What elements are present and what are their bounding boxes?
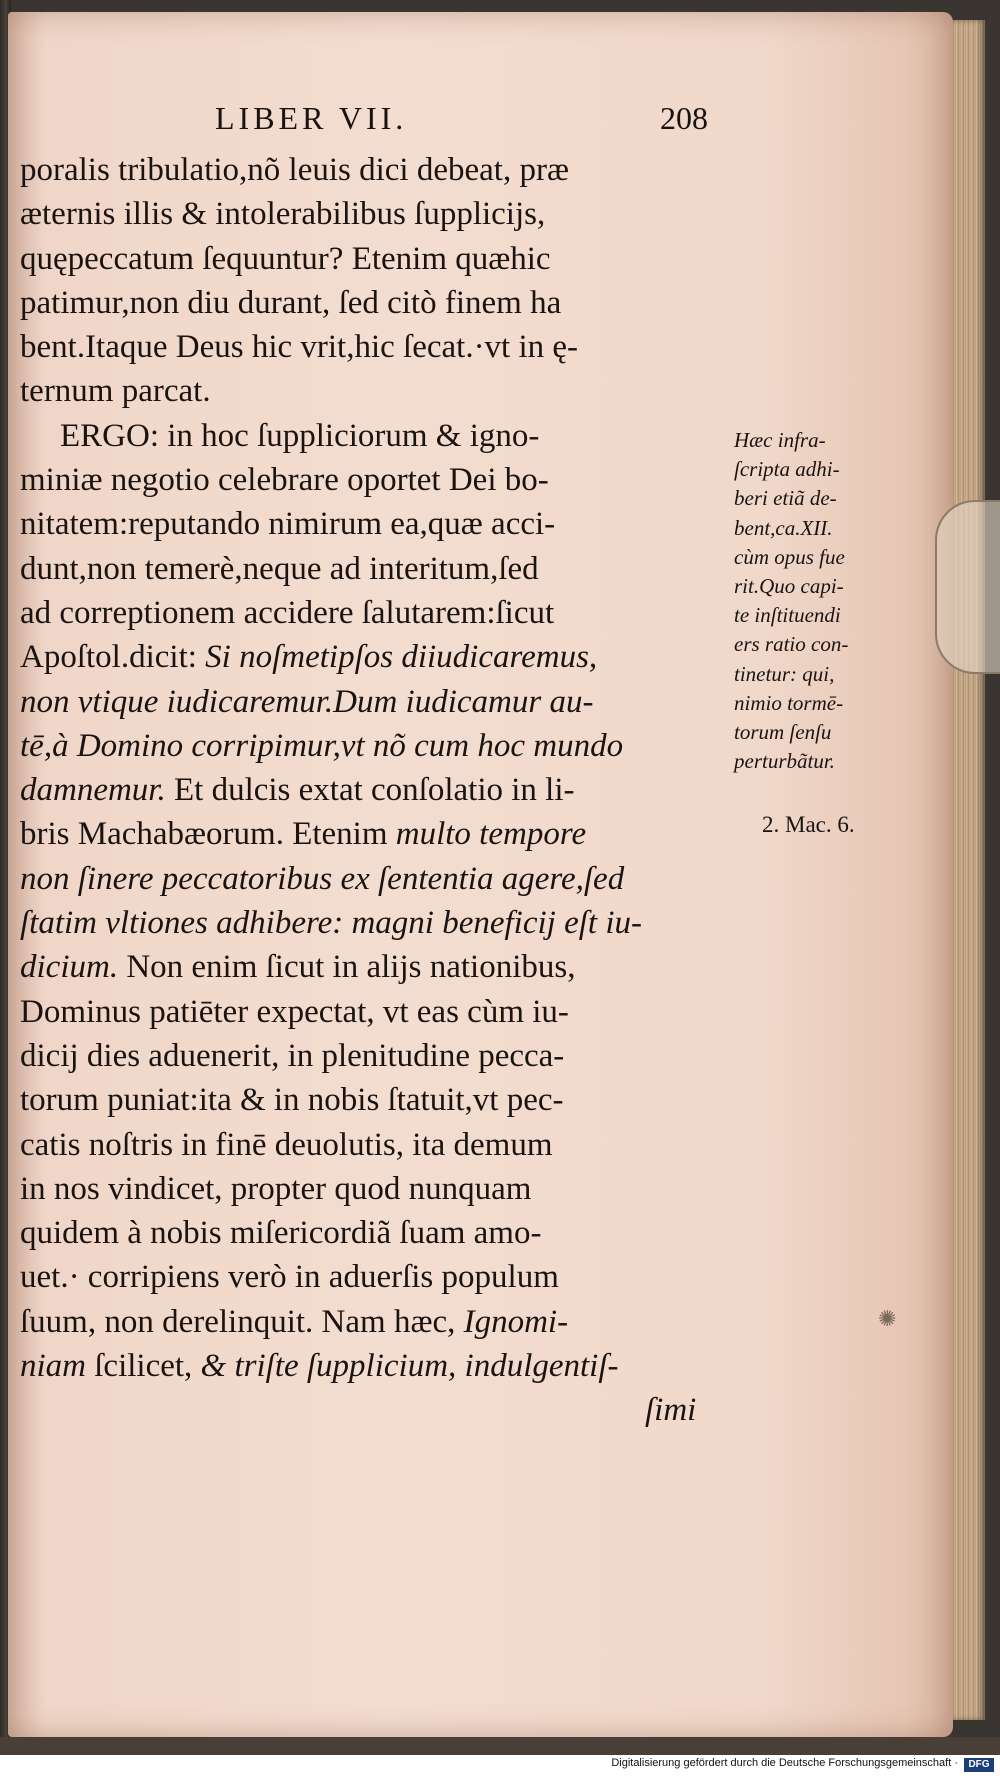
margin-note-line: tinetur: qui, xyxy=(734,661,835,686)
italic-text-segment: ſtatim vltiones adhibere: magni beneficij eſt iu- xyxy=(20,905,642,942)
page-number: 208 xyxy=(660,100,708,136)
margin-note xyxy=(734,426,914,776)
text-segment: nitatem:reputando nimirum ea,quæ acci- xyxy=(20,506,556,543)
dfg-logo: DFG xyxy=(964,1758,994,1772)
margin-note-line: Hæc infra- xyxy=(734,428,826,452)
text-line xyxy=(20,458,725,502)
margin-note-line: te inſtituendi xyxy=(734,603,841,628)
text-line xyxy=(20,1300,725,1344)
text-segment: æternis illis & intolerabilibus ſupplicijs, xyxy=(20,196,546,233)
text-line xyxy=(20,945,725,989)
text-line xyxy=(20,1388,725,1432)
text-segment: Non enim ſicut in alijs nationibus, xyxy=(118,949,576,986)
text-line xyxy=(20,680,725,724)
text-segment: Apoſtol.dicit: xyxy=(20,639,206,676)
text-line xyxy=(20,1344,725,1388)
text-segment: torum puniat:ita & in nobis ſtatuit,vt pec- xyxy=(20,1082,564,1119)
text-segment: poralis tribulatio,nõ leuis dici debeat, præ xyxy=(20,152,569,188)
italic-text-segment: & triſte ſupplicium, indulgentiſ- xyxy=(200,1348,619,1385)
text-segment: ternum parcat. xyxy=(20,373,211,410)
italic-text-segment: niam xyxy=(20,1348,86,1385)
text-line xyxy=(20,857,725,901)
text-line xyxy=(20,1167,725,1211)
margin-note-line: perturbãtur. xyxy=(734,749,835,774)
margin-note-line: ſcripta adhi- xyxy=(734,457,840,482)
text-line xyxy=(20,1078,725,1122)
text-segment: uet.· corripiens verò in aduerſis populum xyxy=(20,1259,559,1296)
text-line xyxy=(20,1034,725,1078)
italic-text-segment: non vtique iudicaremur.Dum iudicamur au- xyxy=(20,683,594,720)
margin-note-line: bent,ca.XII. xyxy=(734,515,833,540)
text-line xyxy=(20,724,725,768)
text-segment: dunt,non temerè,neque ad interitum,ſed xyxy=(20,550,539,587)
text-segment: ERGO: in hoc ſuppliciorum & igno- xyxy=(60,417,540,454)
text-segment: bris Machabæorum. Etenim xyxy=(20,816,396,853)
italic-text-segment: dicium. xyxy=(20,949,119,986)
footer-bar xyxy=(0,1755,1000,1776)
italic-text-segment: ſimi xyxy=(645,1392,697,1429)
text-segment: catis noſtris in finē deuolutis, ita demum xyxy=(20,1126,553,1163)
text-line xyxy=(20,990,725,1034)
text-segment: dicij dies aduenerit, in plenitudine pecca- xyxy=(20,1037,565,1074)
text-segment: in nos vindicet, propter quod nunquam xyxy=(20,1170,532,1207)
text-segment: ſuum, non derelinquit. Nam hæc, xyxy=(20,1303,464,1340)
text-line xyxy=(20,635,725,679)
text-segment: Et dulcis extat conſolatio in li- xyxy=(165,772,575,809)
text-segment: bent.Itaque Deus hic vrit,hic ſecat.·vt in ę- xyxy=(20,329,579,366)
text-line xyxy=(20,768,725,812)
text-line xyxy=(20,192,725,236)
ornament-icon: ✺ xyxy=(878,1306,897,1331)
funding-credit: Digitalisierung gefördert durch die Deutsche Forschungsgemeinschaft · xyxy=(611,1757,958,1769)
text-segment: ad correptionem accidere ſalutarem:ſicut xyxy=(20,594,555,631)
page-header xyxy=(0,100,1000,140)
text-segment: patimur,non diu durant, ſed citò finem ha xyxy=(20,284,562,321)
bookmark-ribbon xyxy=(935,500,1000,674)
margin-note-line: cùm opus fue xyxy=(734,544,845,569)
text-line xyxy=(20,148,725,192)
body-text xyxy=(20,148,725,1433)
text-line xyxy=(20,1255,725,1299)
text-line xyxy=(20,547,725,591)
text-line xyxy=(20,325,725,369)
italic-text-segment: Si noſmetipſos diiudicaremus, xyxy=(205,639,598,676)
italic-text-segment: tē,à Domino corripimur,vt nõ cum hoc mundo xyxy=(20,727,624,764)
text-line xyxy=(20,502,725,546)
margin-note-line: ers ratio con- xyxy=(734,632,849,657)
margin-reference: 2. Mac. 6. xyxy=(762,812,855,837)
text-line xyxy=(20,1123,725,1167)
text-line xyxy=(20,237,725,281)
text-segment: quępeccatum ſequuntur? Etenim quæhic xyxy=(20,240,551,277)
margin-note-line: rit.Quo capi- xyxy=(734,573,844,598)
text-segment: ſcilicet, xyxy=(86,1348,201,1385)
book-bottom-edge xyxy=(0,1737,1000,1755)
text-line xyxy=(20,369,725,413)
text-line xyxy=(20,812,725,856)
text-line xyxy=(20,901,725,945)
text-segment: miniæ negotio celebrare oportet Dei bo- xyxy=(20,462,549,499)
margin-note-line: torum ſenſu xyxy=(734,719,832,744)
italic-text-segment: Ignomi- xyxy=(463,1303,569,1340)
italic-text-segment: non ſinere peccatoribus ex ſententia agere,ſed xyxy=(20,860,625,897)
margin-note-line: nimio tormē- xyxy=(734,690,844,715)
italic-text-segment: multo tempore xyxy=(395,816,587,853)
margin-note-line: beri etiã de- xyxy=(734,486,837,511)
text-line xyxy=(20,281,725,325)
italic-text-segment: damnemur. xyxy=(20,772,166,809)
text-segment: Dominus patiēter expectat, vt eas cùm iu- xyxy=(20,993,569,1030)
text-segment: quidem à nobis miſericordiã ſuam amo- xyxy=(20,1215,542,1252)
running-head: LIBER VII. xyxy=(215,100,408,136)
text-line xyxy=(20,1211,725,1255)
text-line xyxy=(20,414,725,458)
text-line xyxy=(20,591,725,635)
